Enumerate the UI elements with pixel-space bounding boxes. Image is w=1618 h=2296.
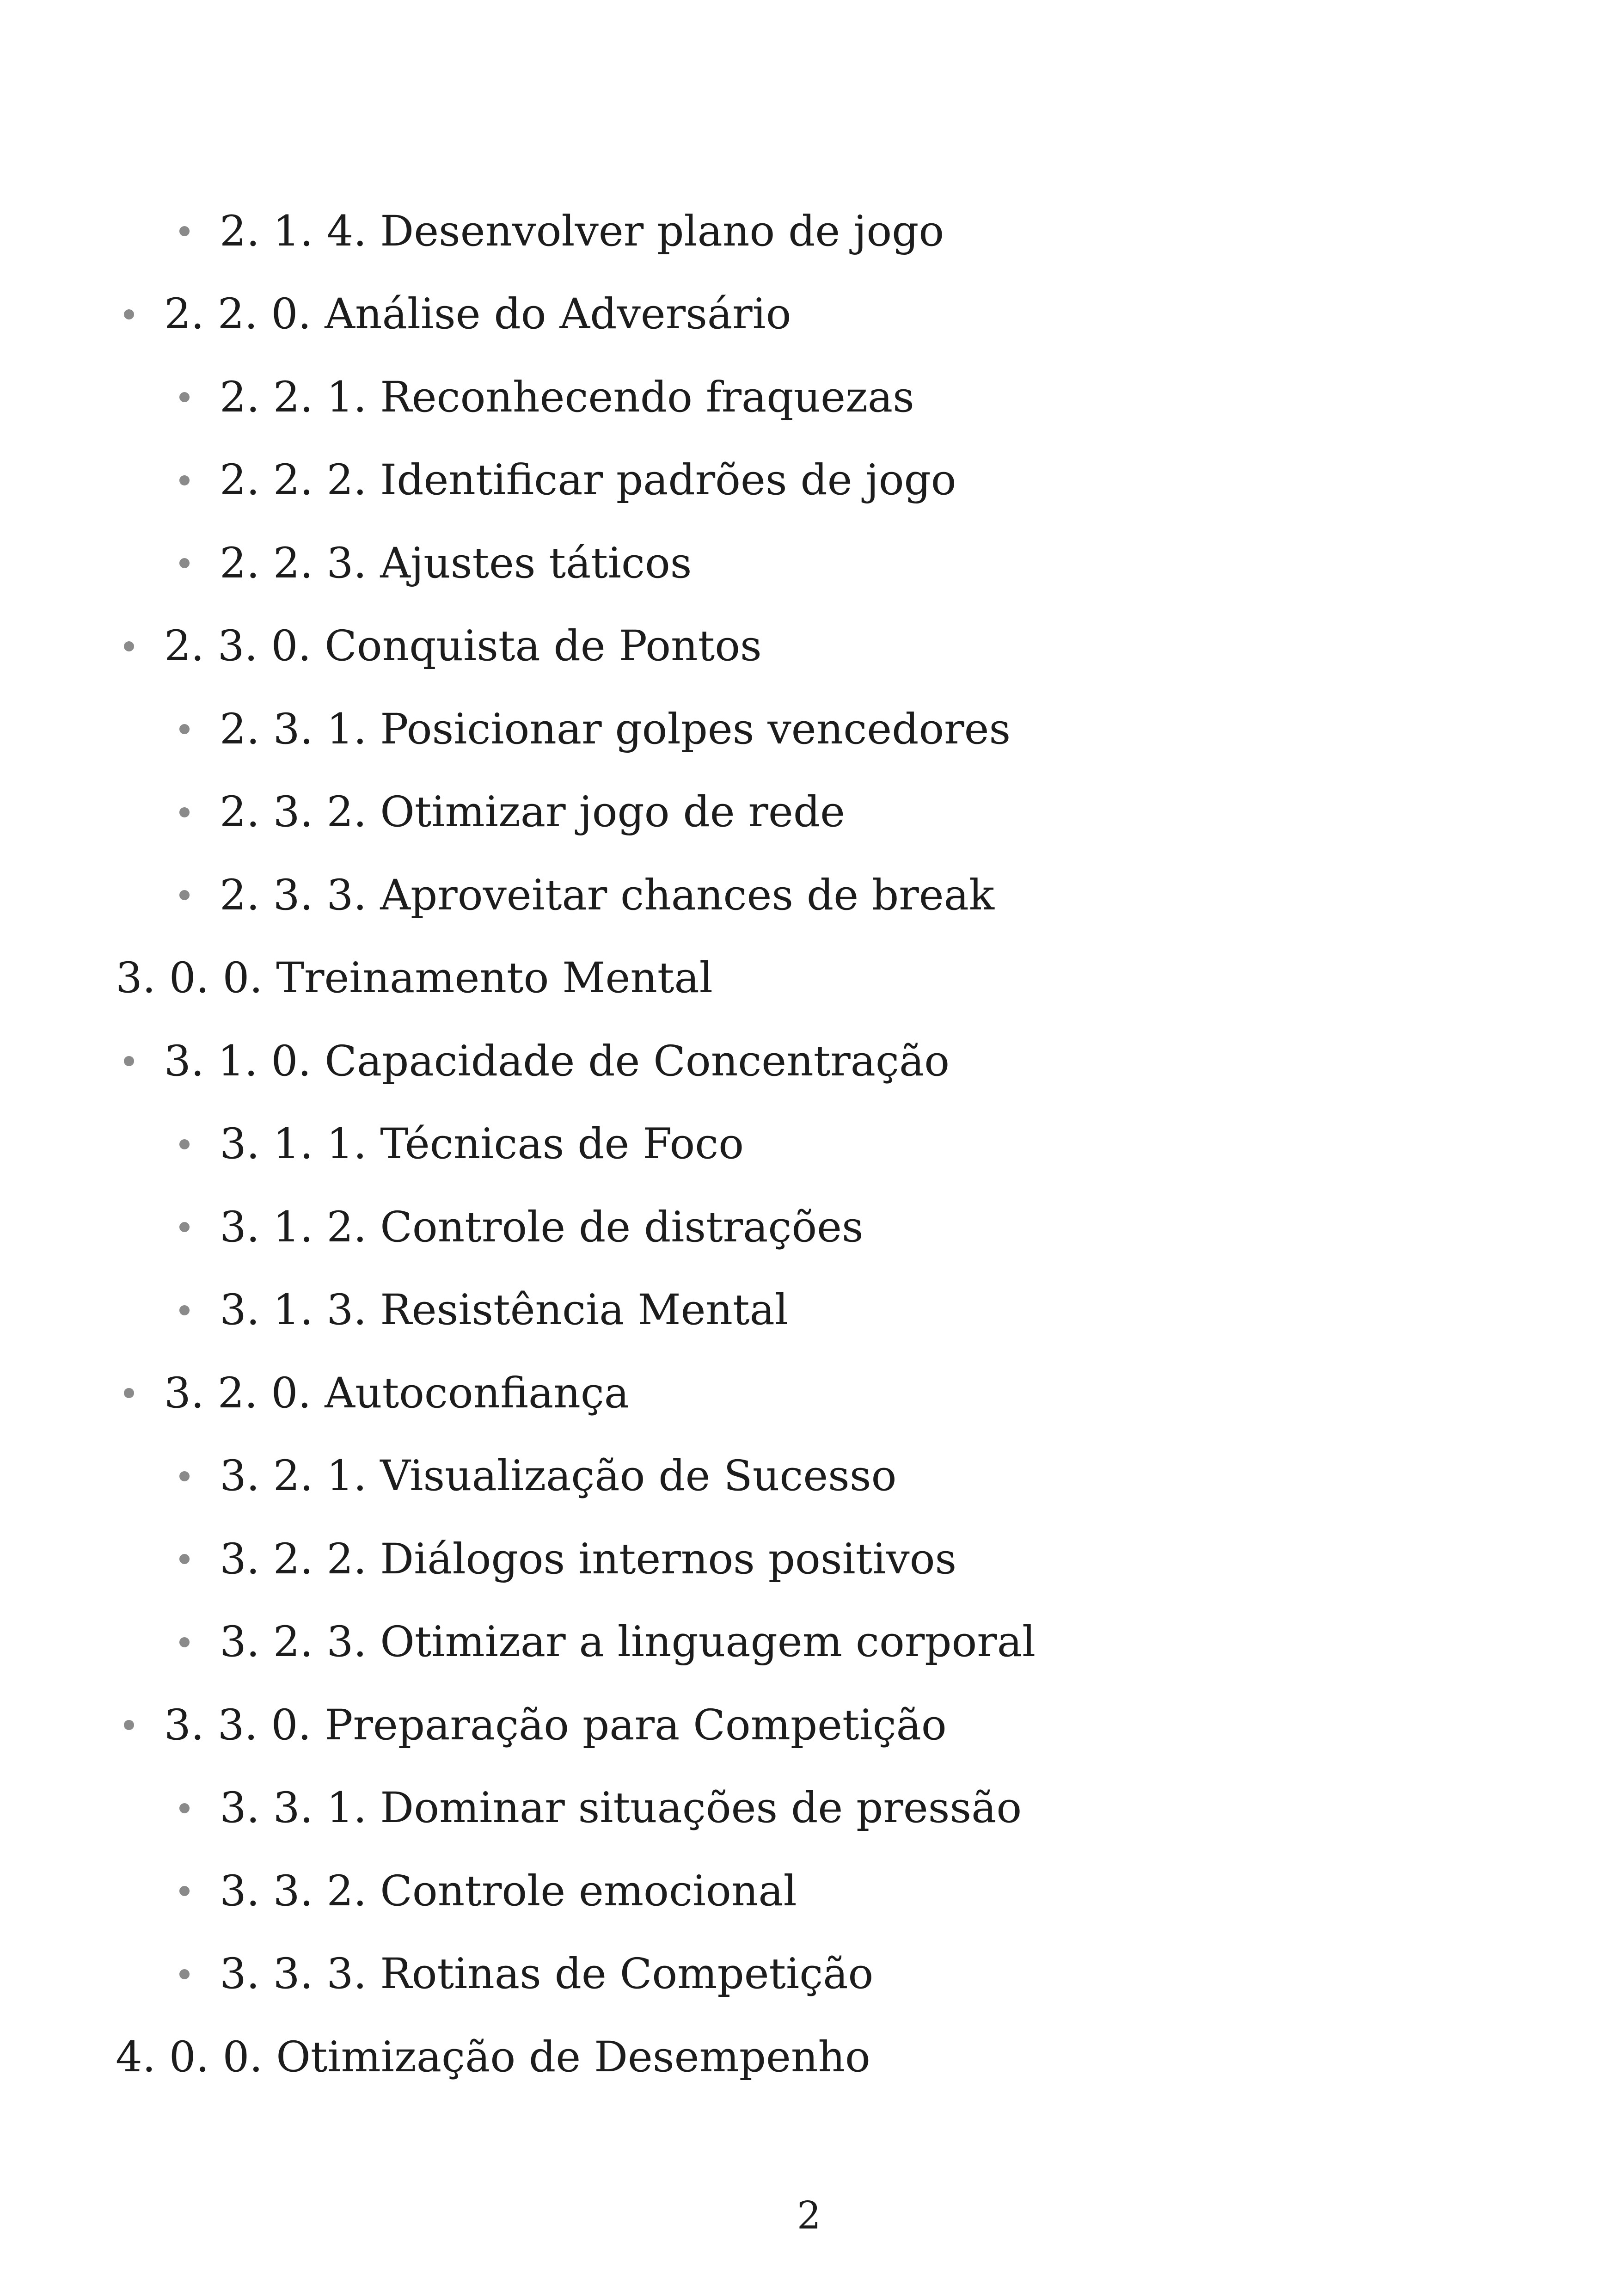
toc-entry[interactable] xyxy=(179,871,995,920)
bullet-icon xyxy=(124,641,134,651)
toc-entry[interactable] xyxy=(179,1452,897,1500)
bullet-icon xyxy=(179,1886,190,1896)
toc-entry-label: 2. 2. 0. Análise do Adversário xyxy=(164,290,791,338)
bullet-icon xyxy=(179,890,190,900)
bullet-icon xyxy=(179,226,190,236)
bullet-icon xyxy=(179,558,190,568)
bullet-icon xyxy=(179,392,190,402)
toc-entry-label: 3. 3. 1. Dominar situações de pressão xyxy=(220,1784,1022,1832)
toc-entry[interactable] xyxy=(124,1037,950,1086)
toc-entry-label: 3. 3. 2. Controle emocional xyxy=(220,1866,797,1915)
toc-entry-label: 2. 2. 1. Reconhecendo fraquezas xyxy=(220,373,914,422)
toc-entry[interactable] xyxy=(179,1203,864,1252)
toc-entry[interactable] xyxy=(179,1618,1036,1666)
bullet-icon xyxy=(179,1139,190,1149)
toc-entry[interactable] xyxy=(116,954,713,1002)
toc-entry-label: 3. 1. 1. Técnicas de Foco xyxy=(220,1120,744,1168)
bullet-icon xyxy=(179,1554,190,1564)
bullet-icon xyxy=(179,1471,190,1481)
bullet-icon xyxy=(179,1637,190,1647)
toc-entry[interactable] xyxy=(179,705,1011,754)
toc-entry-label: 2. 3. 1. Posicionar golpes vencedores xyxy=(220,705,1011,754)
toc-entry-label: 2. 1. 4. Desenvolver plano de jogo xyxy=(220,207,944,256)
toc-entry[interactable] xyxy=(179,1286,788,1334)
bullet-icon xyxy=(179,1969,190,1979)
bullet-icon xyxy=(179,807,190,817)
bullet-icon xyxy=(179,1803,190,1813)
toc-entry[interactable] xyxy=(124,1369,630,1418)
toc-entry-label: 2. 3. 0. Conquista de Pontos xyxy=(164,622,762,670)
toc-entry[interactable] xyxy=(179,1866,797,1915)
bullet-icon xyxy=(179,1305,190,1315)
toc-entry-label: 2. 2. 3. Ajustes táticos xyxy=(220,539,692,588)
toc-entry-label: 2. 2. 2. Identificar padrões de jogo xyxy=(220,456,956,504)
toc-entry-label: 3. 1. 2. Controle de distrações xyxy=(220,1203,864,1252)
bullet-icon xyxy=(124,1056,134,1066)
toc-entry-label: 3. 3. 0. Preparação para Competição xyxy=(164,1701,947,1750)
toc-entry-label: 3. 2. 1. Visualização de Sucesso xyxy=(220,1452,897,1500)
toc-entry-label: 3. 2. 3. Otimizar a linguagem corporal xyxy=(220,1618,1036,1666)
toc-entry[interactable] xyxy=(124,622,762,670)
toc-entry-label: 3. 1. 0. Capacidade de Concentração xyxy=(164,1037,950,1086)
bullet-icon xyxy=(179,724,190,734)
toc-entry-label: 3. 3. 3. Rotinas de Competição xyxy=(220,1950,874,1998)
toc-entry[interactable] xyxy=(179,373,914,422)
toc-entry[interactable] xyxy=(124,1701,947,1750)
toc-entry-label: 2. 3. 3. Aproveitar chances de break xyxy=(220,871,995,920)
toc-entry-label: 4. 0. 0. Otimização de Desempenho xyxy=(116,2032,870,2081)
toc-entry-label: 3. 2. 0. Autoconfiança xyxy=(164,1369,630,1418)
bullet-icon xyxy=(179,1222,190,1232)
bullet-icon xyxy=(124,309,134,319)
bullet-icon xyxy=(179,475,190,485)
toc-entry-label: 3. 2. 2. Diálogos internos positivos xyxy=(220,1535,957,1584)
page-number: 2 xyxy=(797,2194,821,2238)
toc-entry[interactable] xyxy=(179,1950,874,1998)
toc-entry-label: 3. 1. 3. Resistência Mental xyxy=(220,1286,788,1334)
toc-entry[interactable] xyxy=(179,539,692,588)
toc-entry[interactable] xyxy=(179,788,846,836)
toc-entry[interactable] xyxy=(124,290,791,338)
toc-entry[interactable] xyxy=(116,2032,870,2081)
toc-entry-label: 3. 0. 0. Treinamento Mental xyxy=(116,954,713,1002)
bullet-icon xyxy=(124,1388,134,1398)
toc-entry[interactable] xyxy=(179,207,944,256)
bullet-icon xyxy=(124,1720,134,1730)
toc-entry[interactable] xyxy=(179,1784,1022,1832)
toc-entry[interactable] xyxy=(179,1535,957,1584)
toc-entry-label: 2. 3. 2. Otimizar jogo de rede xyxy=(220,788,846,836)
toc-entry[interactable] xyxy=(179,456,956,504)
toc-entry[interactable] xyxy=(179,1120,744,1168)
